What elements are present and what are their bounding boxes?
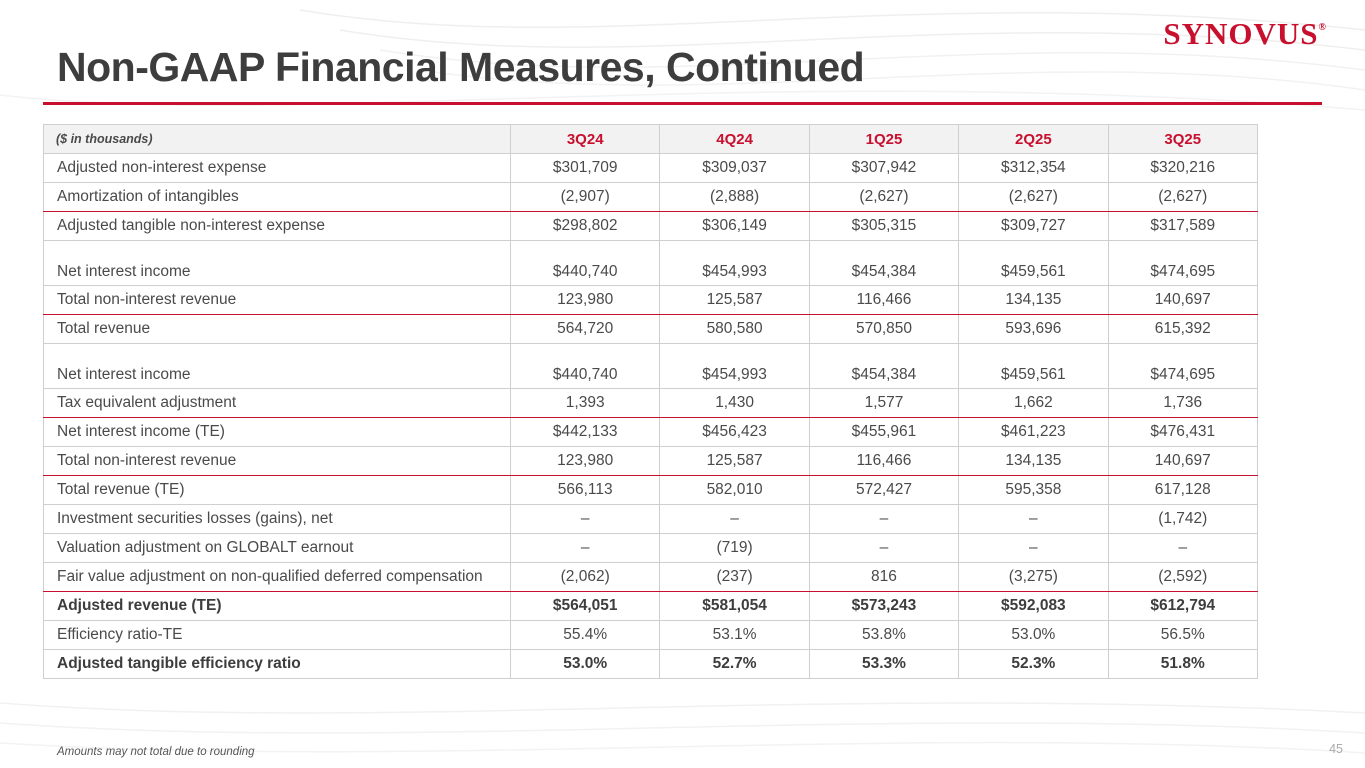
cell-value: (719) bbox=[660, 534, 809, 563]
cell-value: 570,850 bbox=[809, 315, 958, 344]
row-label: Tax equivalent adjustment bbox=[44, 389, 511, 418]
financial-measures-table bbox=[43, 124, 1258, 679]
cell-value: (1,742) bbox=[1108, 505, 1257, 534]
cell-value: 566,113 bbox=[511, 476, 660, 505]
cell-value: (2,627) bbox=[959, 183, 1108, 212]
cell-value: $461,223 bbox=[959, 418, 1108, 447]
row-label: Net interest income (TE) bbox=[44, 418, 511, 447]
cell-value: 51.8% bbox=[1108, 650, 1257, 679]
footnote: Amounts may not total due to rounding bbox=[57, 746, 255, 758]
cell-value: $456,423 bbox=[660, 418, 809, 447]
cell-value: 125,587 bbox=[660, 447, 809, 476]
cell-value: $442,133 bbox=[511, 418, 660, 447]
cell-value: 56.5% bbox=[1108, 621, 1257, 650]
table-row bbox=[44, 534, 1258, 563]
cell-value: 582,010 bbox=[660, 476, 809, 505]
cell-value: (2,627) bbox=[809, 183, 958, 212]
row-label: Investment securities losses (gains), net bbox=[44, 505, 511, 534]
cell-value: – bbox=[959, 534, 1108, 563]
cell-value: 1,393 bbox=[511, 389, 660, 418]
cell-value: $307,942 bbox=[809, 154, 958, 183]
table-row bbox=[44, 418, 1258, 447]
row-label: Efficiency ratio-TE bbox=[44, 621, 511, 650]
cell-value: 52.3% bbox=[959, 650, 1108, 679]
table-row bbox=[44, 241, 1258, 286]
cell-value: $312,354 bbox=[959, 154, 1108, 183]
row-label: Total non-interest revenue bbox=[44, 447, 511, 476]
cell-value: (2,888) bbox=[660, 183, 809, 212]
row-label: Total revenue bbox=[44, 315, 511, 344]
row-label: Amortization of intangibles bbox=[44, 183, 511, 212]
table-row bbox=[44, 505, 1258, 534]
page-title: Non-GAAP Financial Measures, Continued bbox=[57, 44, 865, 90]
title-underline bbox=[43, 102, 1322, 105]
cell-value: 572,427 bbox=[809, 476, 958, 505]
table-row bbox=[44, 315, 1258, 344]
cell-value: $474,695 bbox=[1108, 344, 1257, 389]
row-label: Valuation adjustment on GLOBALT earnout bbox=[44, 534, 511, 563]
cell-value: 116,466 bbox=[809, 447, 958, 476]
table-row bbox=[44, 286, 1258, 315]
cell-value: $459,561 bbox=[959, 241, 1108, 286]
cell-value: 55.4% bbox=[511, 621, 660, 650]
cell-value: – bbox=[511, 534, 660, 563]
cell-value: 134,135 bbox=[959, 286, 1108, 315]
units-label: ($ in thousands) bbox=[44, 125, 511, 154]
cell-value: $612,794 bbox=[1108, 592, 1257, 621]
cell-value: 134,135 bbox=[959, 447, 1108, 476]
cell-value: $476,431 bbox=[1108, 418, 1257, 447]
cell-value: $301,709 bbox=[511, 154, 660, 183]
cell-value: 1,736 bbox=[1108, 389, 1257, 418]
cell-value: 617,128 bbox=[1108, 476, 1257, 505]
cell-value: $573,243 bbox=[809, 592, 958, 621]
table-row bbox=[44, 592, 1258, 621]
row-label: Total revenue (TE) bbox=[44, 476, 511, 505]
cell-value: (3,275) bbox=[959, 563, 1108, 592]
row-label: Adjusted revenue (TE) bbox=[44, 592, 511, 621]
cell-value: $309,037 bbox=[660, 154, 809, 183]
row-label: Net interest income bbox=[44, 344, 511, 389]
table-row bbox=[44, 183, 1258, 212]
row-label: Adjusted tangible non-interest expense bbox=[44, 212, 511, 241]
cell-value: (2,627) bbox=[1108, 183, 1257, 212]
cell-value: $564,051 bbox=[511, 592, 660, 621]
cell-value: 1,577 bbox=[809, 389, 958, 418]
cell-value: (2,907) bbox=[511, 183, 660, 212]
cell-value: 1,430 bbox=[660, 389, 809, 418]
cell-value: – bbox=[809, 505, 958, 534]
cell-value: 580,580 bbox=[660, 315, 809, 344]
column-header-3q24: 3Q24 bbox=[511, 125, 660, 154]
cell-value: 53.3% bbox=[809, 650, 958, 679]
cell-value: $309,727 bbox=[959, 212, 1108, 241]
cell-value: (2,062) bbox=[511, 563, 660, 592]
row-label: Adjusted tangible efficiency ratio bbox=[44, 650, 511, 679]
cell-value: $474,695 bbox=[1108, 241, 1257, 286]
cell-value: – bbox=[959, 505, 1108, 534]
cell-value: 564,720 bbox=[511, 315, 660, 344]
cell-value: 140,697 bbox=[1108, 286, 1257, 315]
cell-value: $320,216 bbox=[1108, 154, 1257, 183]
cell-value: $298,802 bbox=[511, 212, 660, 241]
table-header-row bbox=[44, 125, 1258, 154]
table-row bbox=[44, 621, 1258, 650]
synovus-logo-text: SYNOVUS bbox=[1163, 16, 1319, 51]
row-label: Adjusted non-interest expense bbox=[44, 154, 511, 183]
cell-value: 116,466 bbox=[809, 286, 958, 315]
cell-value: 595,358 bbox=[959, 476, 1108, 505]
cell-value: – bbox=[660, 505, 809, 534]
cell-value: $581,054 bbox=[660, 592, 809, 621]
table-row bbox=[44, 154, 1258, 183]
cell-value: 125,587 bbox=[660, 286, 809, 315]
table-row bbox=[44, 563, 1258, 592]
cell-value: 593,696 bbox=[959, 315, 1108, 344]
cell-value: 53.8% bbox=[809, 621, 958, 650]
cell-value: 123,980 bbox=[511, 447, 660, 476]
cell-value: $592,083 bbox=[959, 592, 1108, 621]
cell-value: $454,993 bbox=[660, 241, 809, 286]
cell-value: $305,315 bbox=[809, 212, 958, 241]
cell-value: 816 bbox=[809, 563, 958, 592]
cell-value: 52.7% bbox=[660, 650, 809, 679]
cell-value: 140,697 bbox=[1108, 447, 1257, 476]
table-row bbox=[44, 389, 1258, 418]
table-row bbox=[44, 447, 1258, 476]
cell-value: – bbox=[809, 534, 958, 563]
table-row bbox=[44, 476, 1258, 505]
cell-value: $459,561 bbox=[959, 344, 1108, 389]
cell-value: 53.1% bbox=[660, 621, 809, 650]
cell-value: $440,740 bbox=[511, 344, 660, 389]
registered-trademark-symbol: ® bbox=[1318, 22, 1327, 33]
cell-value: 615,392 bbox=[1108, 315, 1257, 344]
cell-value: 53.0% bbox=[511, 650, 660, 679]
table-row bbox=[44, 344, 1258, 389]
cell-value: $454,384 bbox=[809, 241, 958, 286]
row-label: Total non-interest revenue bbox=[44, 286, 511, 315]
cell-value: $454,993 bbox=[660, 344, 809, 389]
cell-value: $306,149 bbox=[660, 212, 809, 241]
cell-value: (2,592) bbox=[1108, 563, 1257, 592]
column-header-2q25: 2Q25 bbox=[959, 125, 1108, 154]
cell-value: 123,980 bbox=[511, 286, 660, 315]
cell-value: $440,740 bbox=[511, 241, 660, 286]
cell-value: 1,662 bbox=[959, 389, 1108, 418]
row-label: Fair value adjustment on non-qualified deferred compensation bbox=[44, 563, 511, 592]
cell-value: – bbox=[511, 505, 660, 534]
cell-value: 53.0% bbox=[959, 621, 1108, 650]
cell-value: $317,589 bbox=[1108, 212, 1257, 241]
cell-value: – bbox=[1108, 534, 1257, 563]
synovus-logo bbox=[1163, 16, 1327, 52]
row-label: Net interest income bbox=[44, 241, 511, 286]
column-header-1q25: 1Q25 bbox=[809, 125, 958, 154]
table-row bbox=[44, 650, 1258, 679]
table-body bbox=[44, 154, 1258, 679]
cell-value: $454,384 bbox=[809, 344, 958, 389]
page-number: 45 bbox=[1329, 742, 1343, 756]
column-header-4q24: 4Q24 bbox=[660, 125, 809, 154]
cell-value: $455,961 bbox=[809, 418, 958, 447]
column-header-3q25: 3Q25 bbox=[1108, 125, 1257, 154]
cell-value: (237) bbox=[660, 563, 809, 592]
table-row bbox=[44, 212, 1258, 241]
